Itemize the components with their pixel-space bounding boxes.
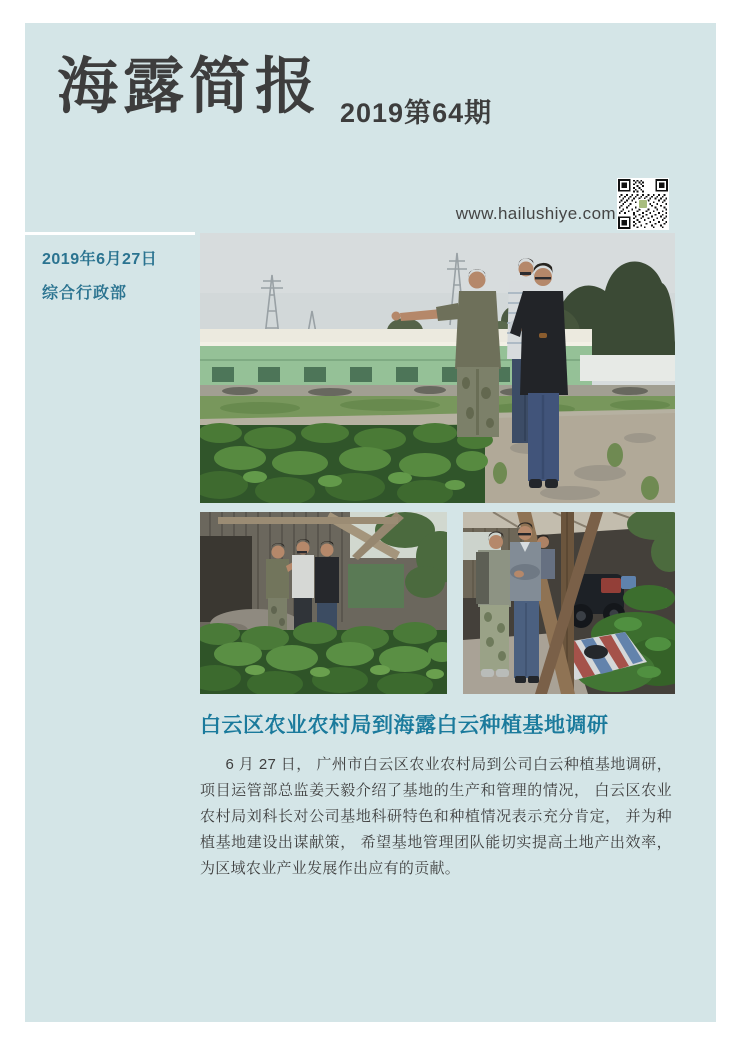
website-url[interactable]: www.hailushiye.com — [455, 204, 616, 223]
issue-date: 2019年6月27日 — [42, 251, 158, 268]
sidebar-divider — [25, 232, 195, 235]
department-label: 综合行政部 — [42, 285, 128, 302]
left-crop-discussion-photo — [200, 512, 447, 694]
main-field-inspection-photo — [200, 233, 675, 503]
qr-code — [617, 177, 669, 231]
article-heading: 白云区农业农村局到海露白云种植基地调研 — [200, 714, 609, 737]
issue-number: 2019第64期 — [340, 98, 493, 128]
newsletter-title: 海露简报 — [57, 52, 322, 120]
right-shed-visit-photo — [463, 512, 675, 694]
article-paragraph: 6 月 27 日， 广州市白云区农业农村局到公司白云种植基地调研， 项目运管部总监姜天毅介绍了基地的生产和管理的情况， 白云区农业农村局刘科长对公司基地科研特色和种植情况表示充分肯定， 并为种植基地建设出谋献策， 希望基地管理团队能切实提高土地产出效率， 为区域农业产业发展作出应有的贡献。 — [200, 756, 672, 877]
